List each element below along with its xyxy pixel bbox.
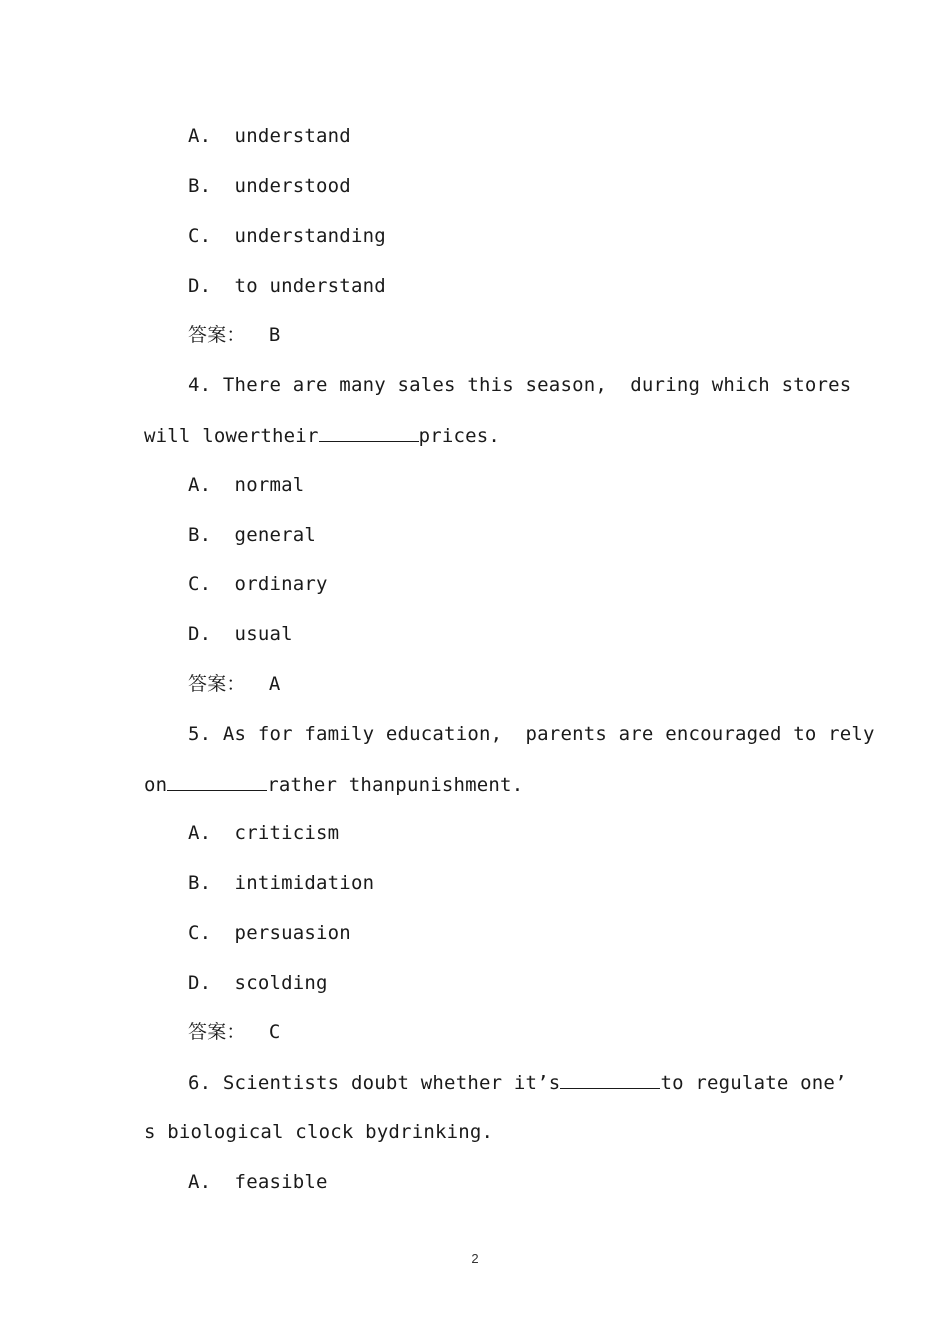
q5-option-d: D. scolding xyxy=(188,972,328,994)
q6-stem-line1 xyxy=(188,1068,847,1097)
q3-option-c: C. understanding xyxy=(188,225,386,247)
q5-stem-line2 xyxy=(144,770,523,799)
q4-stem-line1: 4. There are many sales this season, during which stores xyxy=(188,374,852,396)
q5-stem-post: rather thanpunishment. xyxy=(267,774,524,796)
q5-option-a: A. criticism xyxy=(188,822,340,844)
q5-option-c: C. persuasion xyxy=(188,922,351,944)
q3-option-d: D. to understand xyxy=(188,275,386,297)
q5-stem-line1: 5. As for family education, parents are encouraged to rely xyxy=(188,723,875,745)
q6-blank xyxy=(560,1068,660,1089)
q4-option-b: B. general xyxy=(188,524,317,546)
q4-blank xyxy=(319,421,419,442)
q4-option-d: D. usual xyxy=(188,623,293,645)
q6-stem-post: to regulate one’ xyxy=(660,1072,847,1094)
q4-answer: 答案： A xyxy=(188,673,281,695)
page-number: 2 xyxy=(471,1251,479,1266)
q4-option-a: A. normal xyxy=(188,474,305,496)
q3-answer: 答案： B xyxy=(188,324,281,346)
q4-stem-pre: will lowertheir xyxy=(144,425,319,447)
q5-option-b: B. intimidation xyxy=(188,872,375,894)
q4-option-c: C. ordinary xyxy=(188,573,328,595)
q3-option-a: A. understand xyxy=(188,125,351,147)
q6-stem-line2: s biological clock bydrinking. xyxy=(144,1121,494,1143)
q4-stem-line2 xyxy=(144,421,500,450)
q5-answer: 答案： C xyxy=(188,1021,281,1043)
q5-blank xyxy=(167,770,267,791)
q6-stem-pre: 6. Scientists doubt whether it’s xyxy=(188,1072,561,1094)
q6-option-a: A. feasible xyxy=(188,1171,328,1193)
q4-stem-post: prices. xyxy=(418,425,501,447)
q3-option-b: B. understood xyxy=(188,175,351,197)
q5-stem-pre: on xyxy=(144,774,168,796)
